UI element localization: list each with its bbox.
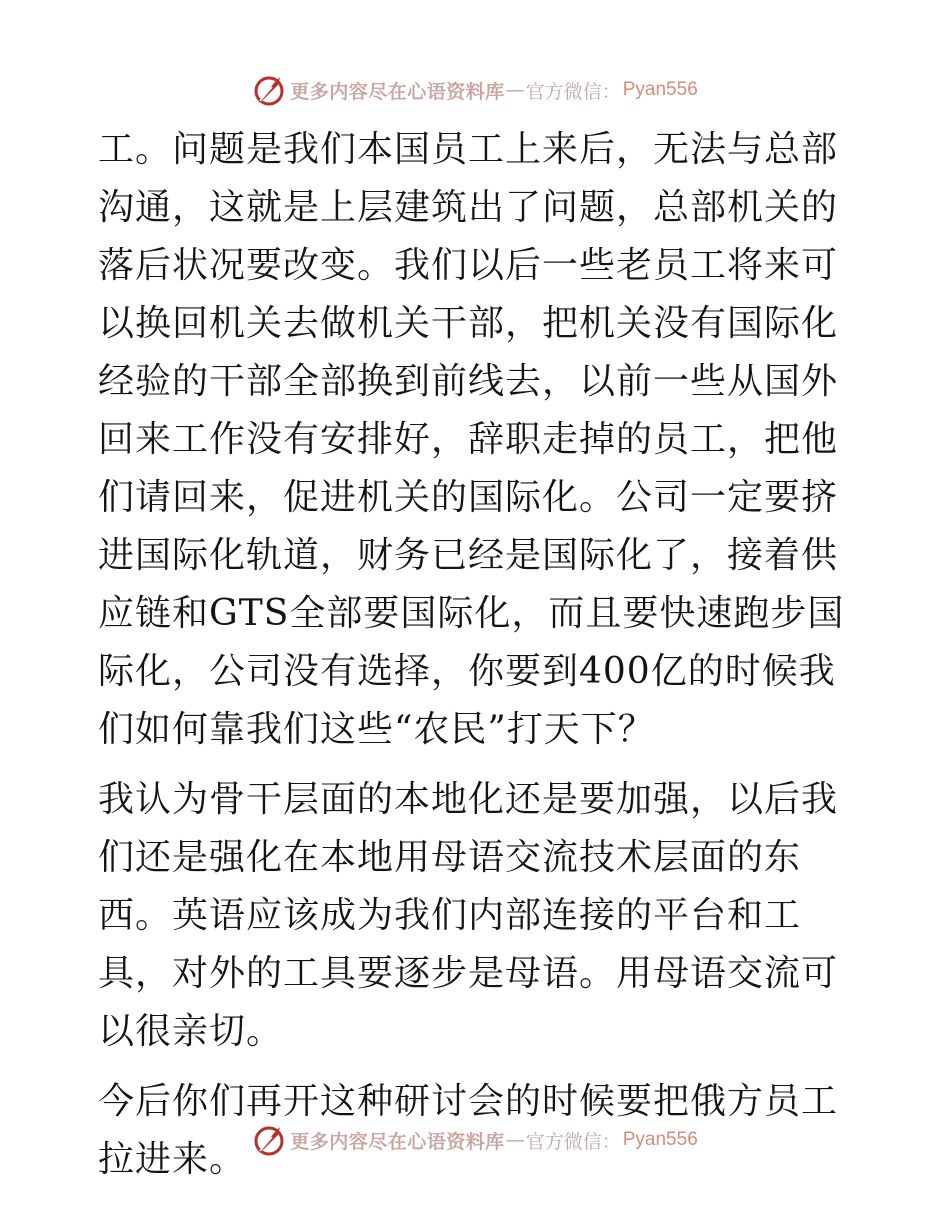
banner-main-text: 更多内容尽在心语资料库 [290, 1130, 505, 1153]
banner-wechat-label: 官方微信： [525, 80, 621, 103]
banner-wechat-id: Pyan556 [622, 79, 698, 100]
quill-logo-icon [252, 73, 286, 107]
footer-banner [0, 1122, 950, 1158]
quill-logo-icon [252, 1123, 286, 1157]
paragraph-1: 工。问题是我们本国员工上来后，无法与总部沟通，这就是上层建筑出了问题，总部机关的落后状况要改变。我们以后一些老员工将来可以换回机关去做机关干部，把机关没有国际化经验的干部全部换到前线去，以前一些从国外回来工作没有安排好，辞职走掉的员工，把他们请回来，促进机关的国际化。公司一定要挤进国际化轨道，财务已经是国际化了，接着供应链和GTS全部要国际化，而且要快速跑步国际化，公司没有选择，你要到400亿的时候我们如何靠我们这些“农民”打天下？ [98, 129, 845, 750]
banner-wechat-id: Pyan556 [622, 1129, 698, 1150]
document-body [98, 121, 858, 1189]
banner-main-text: 更多内容尽在心语资料库 [290, 80, 505, 103]
banner-separator: — [505, 1129, 525, 1151]
paragraph-3: 今后你们再开这种研讨会的时候要把俄方员工拉进来。 [98, 1081, 839, 1180]
header-banner [0, 72, 950, 108]
banner-wechat-label: 官方微信： [525, 1130, 621, 1153]
banner-separator: — [505, 79, 525, 101]
paragraph-2: 我认为骨干层面的本地化还是要加强，以后我们还是强化在本地用母语交流技术层面的东西。英语应该成为我们内部连接的平台和工具，对外的工具要逐步是母语。用母语交流可以很亲切。 [98, 779, 839, 1052]
